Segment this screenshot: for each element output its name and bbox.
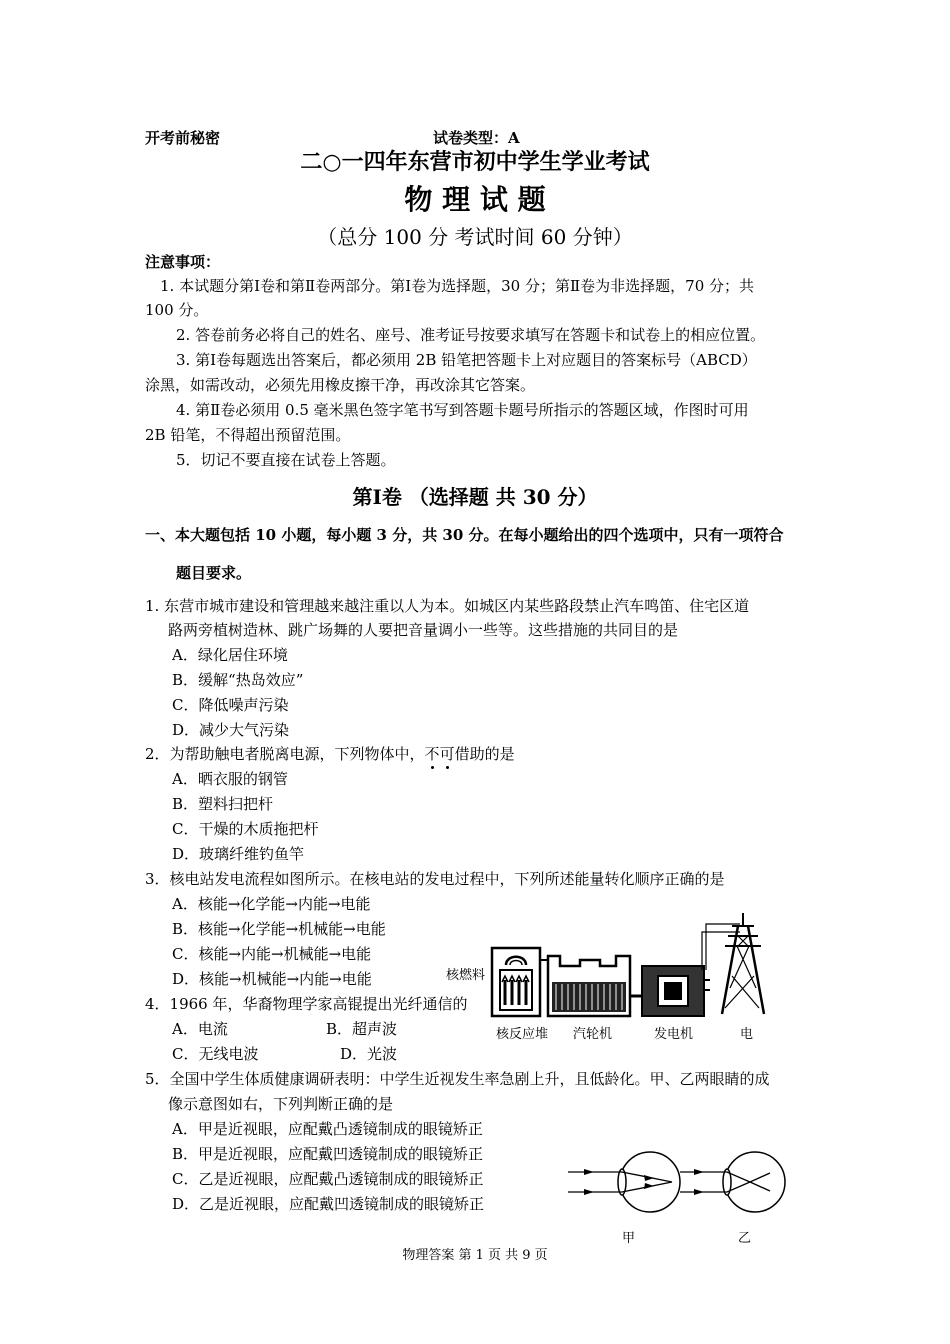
q4-option-a: A．电流 [172, 1020, 228, 1038]
note-3: 3. 第Ⅰ卷每题选出答案后，都必须用 2B 铅笔把答题卡上对应题目的答案标号（ABCD） [176, 351, 757, 369]
q3-stem: 3．核电站发电流程如图所示。在核电站的发电过程中，下列所述能量转化顺序正确的是 [145, 870, 725, 888]
fig-label-grid: 电 [740, 1027, 754, 1042]
note-3-cont: 涂黑，如需改动，必须先用橡皮擦干净，再改涂其它答案。 [145, 376, 536, 394]
q2-option-b: B．塑料扫把杆 [172, 795, 274, 813]
eye-label-left: 甲 [622, 1231, 636, 1246]
reactor-icon [492, 948, 548, 1016]
eye-label-right: 乙 [738, 1231, 752, 1246]
q1-stem: 1. 东营市城市建设和管理越来越注重以人为本。如城区内某些路段禁止汽车鸣笛、住宅区道 [145, 597, 750, 615]
q5-option-a: A．甲是近视眼，应配戴凸透镜制成的眼镜矫正 [172, 1120, 483, 1138]
q1-option-d: D．减少大气污染 [172, 721, 290, 739]
note-1: 1. 本试题分第Ⅰ卷和第Ⅱ卷两部分。第Ⅰ卷为选择题，30 分；第Ⅱ卷为非选择题，70 分；共 [160, 277, 755, 295]
turbine-icon [548, 956, 642, 1016]
score-time: （总分 100 分 考试时间 60 分钟） [317, 225, 633, 249]
eye-diagram-left [568, 1152, 680, 1212]
page-footer: 物理答案 第 1 页 共 9 页 [402, 1248, 548, 1263]
transmission-tower-icon [722, 913, 764, 1014]
q2-option-d: D．玻璃纤维钓鱼竿 [172, 845, 305, 863]
note-5: 5．切记不要直接在试卷上答题。 [176, 451, 396, 469]
q2-stem [145, 744, 515, 764]
note-4: 4. 第Ⅱ卷必须用 0.5 毫米黑色签字笔书写到答题卡题号所指示的答题区域，作图时可用 [176, 401, 749, 419]
q4-stem: 4．1966 年，华裔物理学家高锟提出光纤通信的 [145, 995, 468, 1013]
note-2: 2. 答卷前务必将自己的姓名、座号、准考证号按要求填写在答题卡和试卷上的相应位置。 [176, 326, 766, 344]
section-instruction-cont: 题目要求。 [176, 564, 252, 582]
q1-stem-cont: 路两旁植树造林、跳广场舞的人要把音量调小一些等。这些措施的共同目的是 [168, 621, 679, 639]
subject-title: 物 理 试 题 [404, 183, 546, 216]
q2-stem-pre: 2．为帮助触电者脱离电源，下列物体中， [145, 745, 425, 763]
fig-label-reactor: 核反应堆 [496, 1027, 549, 1042]
q2-emphasis-2: 可 [439, 745, 455, 763]
fig-label-turbine: 汽轮机 [573, 1027, 613, 1042]
q2-option-a: A．晒衣服的钢管 [172, 770, 288, 788]
q4-option-d: D．光波 [340, 1045, 398, 1063]
q2-option-c: C．干燥的木质拖把杆 [172, 820, 319, 838]
q3-option-b: B．核能→化学能→机械能→电能 [172, 920, 386, 938]
section-title: 第Ⅰ卷 （选择题 共 30 分） [352, 485, 598, 509]
q1-option-b: B．缓解“热岛效应” [172, 671, 304, 689]
fig-label-fuel: 核燃料 [446, 968, 486, 983]
paper-type: 试卷类型：A [433, 129, 520, 147]
secrecy-label: 开考前秘密 [145, 129, 221, 147]
q5-option-d: D．乙是近视眼，应配戴凹透镜制成的眼镜矫正 [172, 1195, 485, 1213]
q3-option-d: D．核能→机械能→内能→电能 [172, 970, 372, 988]
eye-diagrams [560, 1148, 810, 1254]
fig-label-generator: 发电机 [654, 1027, 694, 1042]
q3-option-c: C．核能→内能→机械能→电能 [172, 945, 372, 963]
q1-option-a: A．绿化居住环境 [172, 646, 288, 664]
q5-stem-cont: 像示意图如右，下列判断正确的是 [168, 1095, 394, 1113]
nuclear-plant-figure [440, 910, 785, 1045]
q2-emphasis-1: 不 [424, 745, 440, 763]
exam-title: 二○一四年东营市初中学生学业考试 [300, 149, 650, 175]
q4-option-b: B．超声波 [326, 1020, 398, 1038]
section-instruction: 一、本大题包括 10 小题，每小题 3 分，共 30 分。在每小题给出的四个选项中，只有一项符合 [145, 526, 784, 544]
q5-option-c: C．乙是近视眼，应配戴凸透镜制成的眼镜矫正 [172, 1170, 484, 1188]
q4-option-c: C．无线电波 [172, 1045, 259, 1063]
q5-stem: 5．全国中学生体质健康调研表明：中学生近视发生率急剧上升，且低龄化。甲、乙两眼睛的成 [145, 1070, 770, 1088]
note-4-cont: 2B 铅笔，不得超出预留范围。 [145, 426, 351, 444]
generator-icon [642, 966, 710, 1016]
q3-option-a: A．核能→化学能→内能→电能 [172, 895, 371, 913]
q1-option-c: C．降低噪声污染 [172, 696, 289, 714]
notes-heading: 注意事项： [145, 253, 221, 271]
q2-stem-post: 借助的是 [454, 745, 515, 763]
eye-diagram-right [680, 1152, 785, 1212]
q5-option-b: B．甲是近视眼，应配戴凹透镜制成的眼镜矫正 [172, 1145, 484, 1163]
note-1-cont: 100 分。 [145, 301, 209, 319]
